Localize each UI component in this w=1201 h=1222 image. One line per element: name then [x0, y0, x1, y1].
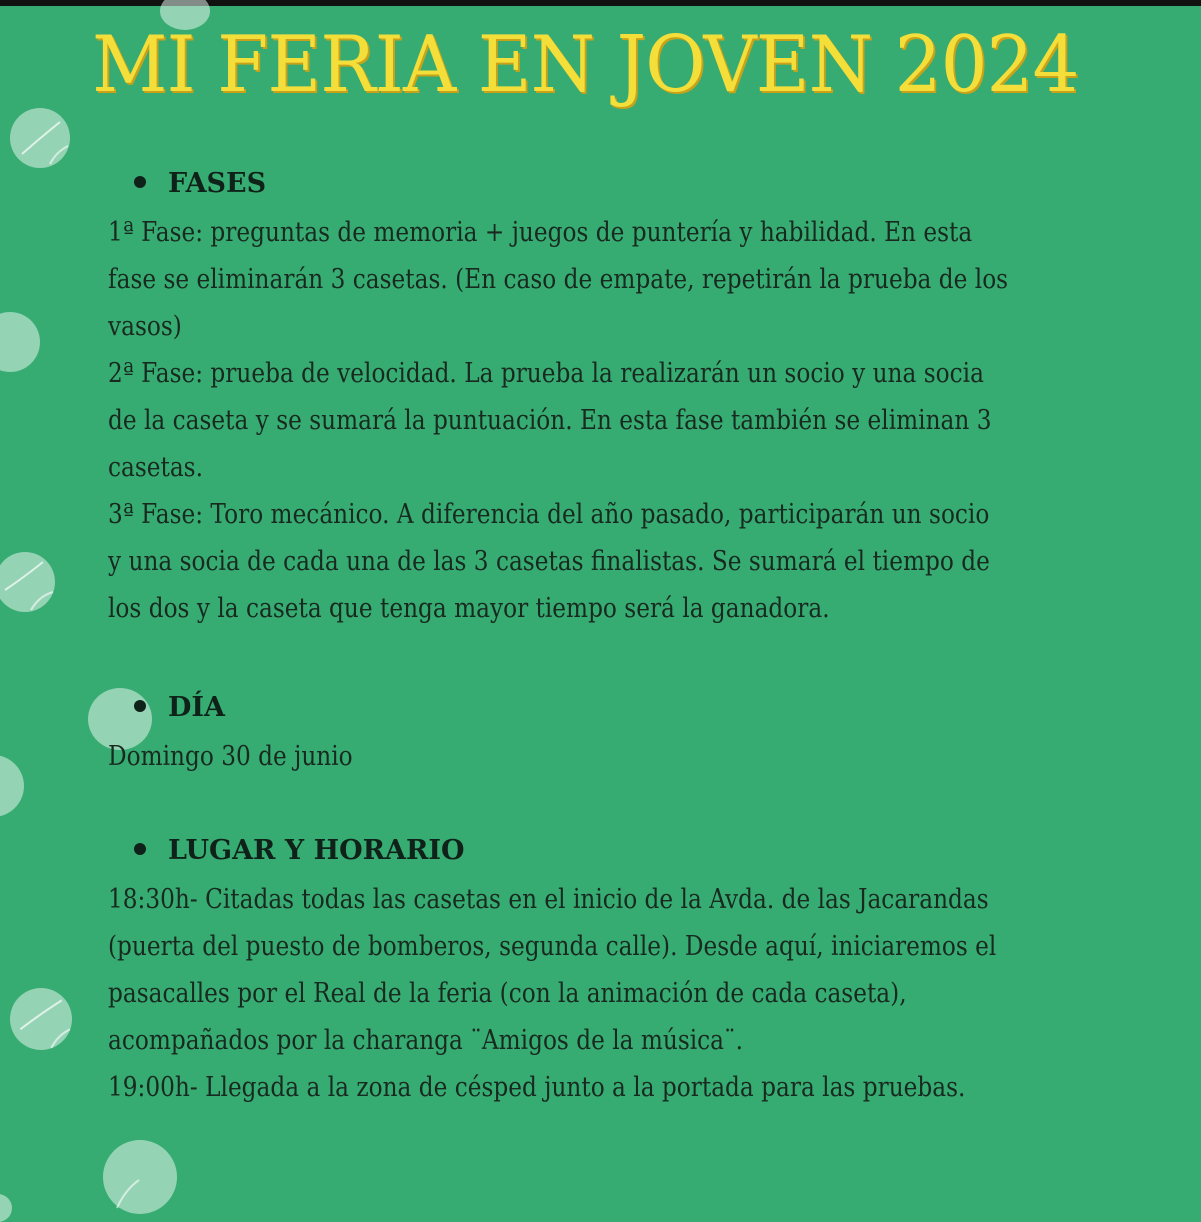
text-line: 19:00h- Llegada a la zona de césped junto a la portada para las pruebas. [108, 1072, 966, 1103]
decorative-dot-icon [0, 552, 55, 612]
text-line: de la caseta y se sumará la puntuación. En esta fase también se eliminan 3 [108, 405, 992, 436]
text-line: 18:30h- Citadas todas las casetas en el inicio de la Avda. de las Jacarandas [108, 884, 989, 915]
heading-label: FASES [168, 168, 267, 199]
heading-label: LUGAR Y HORARIO [168, 835, 465, 866]
text-line: 1ª Fase: preguntas de memoria + juegos de puntería y habilidad. En esta [108, 217, 973, 248]
text-line: casetas. [108, 452, 203, 483]
section-heading-dia [134, 690, 225, 726]
text-line: 2ª Fase: prueba de velocidad. La prueba la realizarán un socio y una socia [108, 358, 984, 389]
text-line: (puerta del puesto de bomberos, segunda calle). Desde aquí, iniciaremos el [108, 931, 997, 962]
decorative-dot-icon [10, 988, 72, 1050]
decorative-dot-icon [10, 108, 70, 168]
section-body-fases [108, 209, 1008, 632]
section-heading-fases [134, 166, 266, 202]
decorative-dot-icon [103, 1140, 177, 1214]
text-line: fase se eliminarán 3 casetas. (En caso de empate, repetirán la prueba de los [108, 264, 1009, 295]
section-body-dia [108, 733, 353, 780]
bullet-icon [134, 843, 146, 855]
decorative-dot-icon [0, 1194, 12, 1222]
text-line: los dos y la caseta que tenga mayor tiempo será la ganadora. [108, 593, 830, 624]
text-line: acompañados por la charanga ¨Amigos de la música¨. [108, 1025, 744, 1056]
text-line: 3ª Fase: Toro mecánico. A diferencia del año pasado, participarán un socio [108, 499, 990, 530]
text-line: vasos) [108, 311, 182, 342]
bullet-icon [134, 700, 146, 712]
decorative-dot-icon [0, 755, 24, 817]
section-heading-lugar-y-horario [134, 833, 465, 869]
text-line: pasacalles por el Real de la feria (con la animación de cada caseta), [108, 978, 907, 1009]
decorative-dot-icon [0, 312, 40, 372]
page-title: MI FERIA EN JOVEN 2024 [92, 20, 1079, 110]
text-line: Domingo 30 de junio [108, 741, 353, 772]
heading-label: DÍA [168, 692, 225, 723]
section-body-lugar-y-horario [108, 876, 996, 1111]
bullet-icon [134, 176, 146, 188]
text-line: y una socia de cada una de las 3 casetas finalistas. Se sumará el tiempo de [108, 546, 990, 577]
